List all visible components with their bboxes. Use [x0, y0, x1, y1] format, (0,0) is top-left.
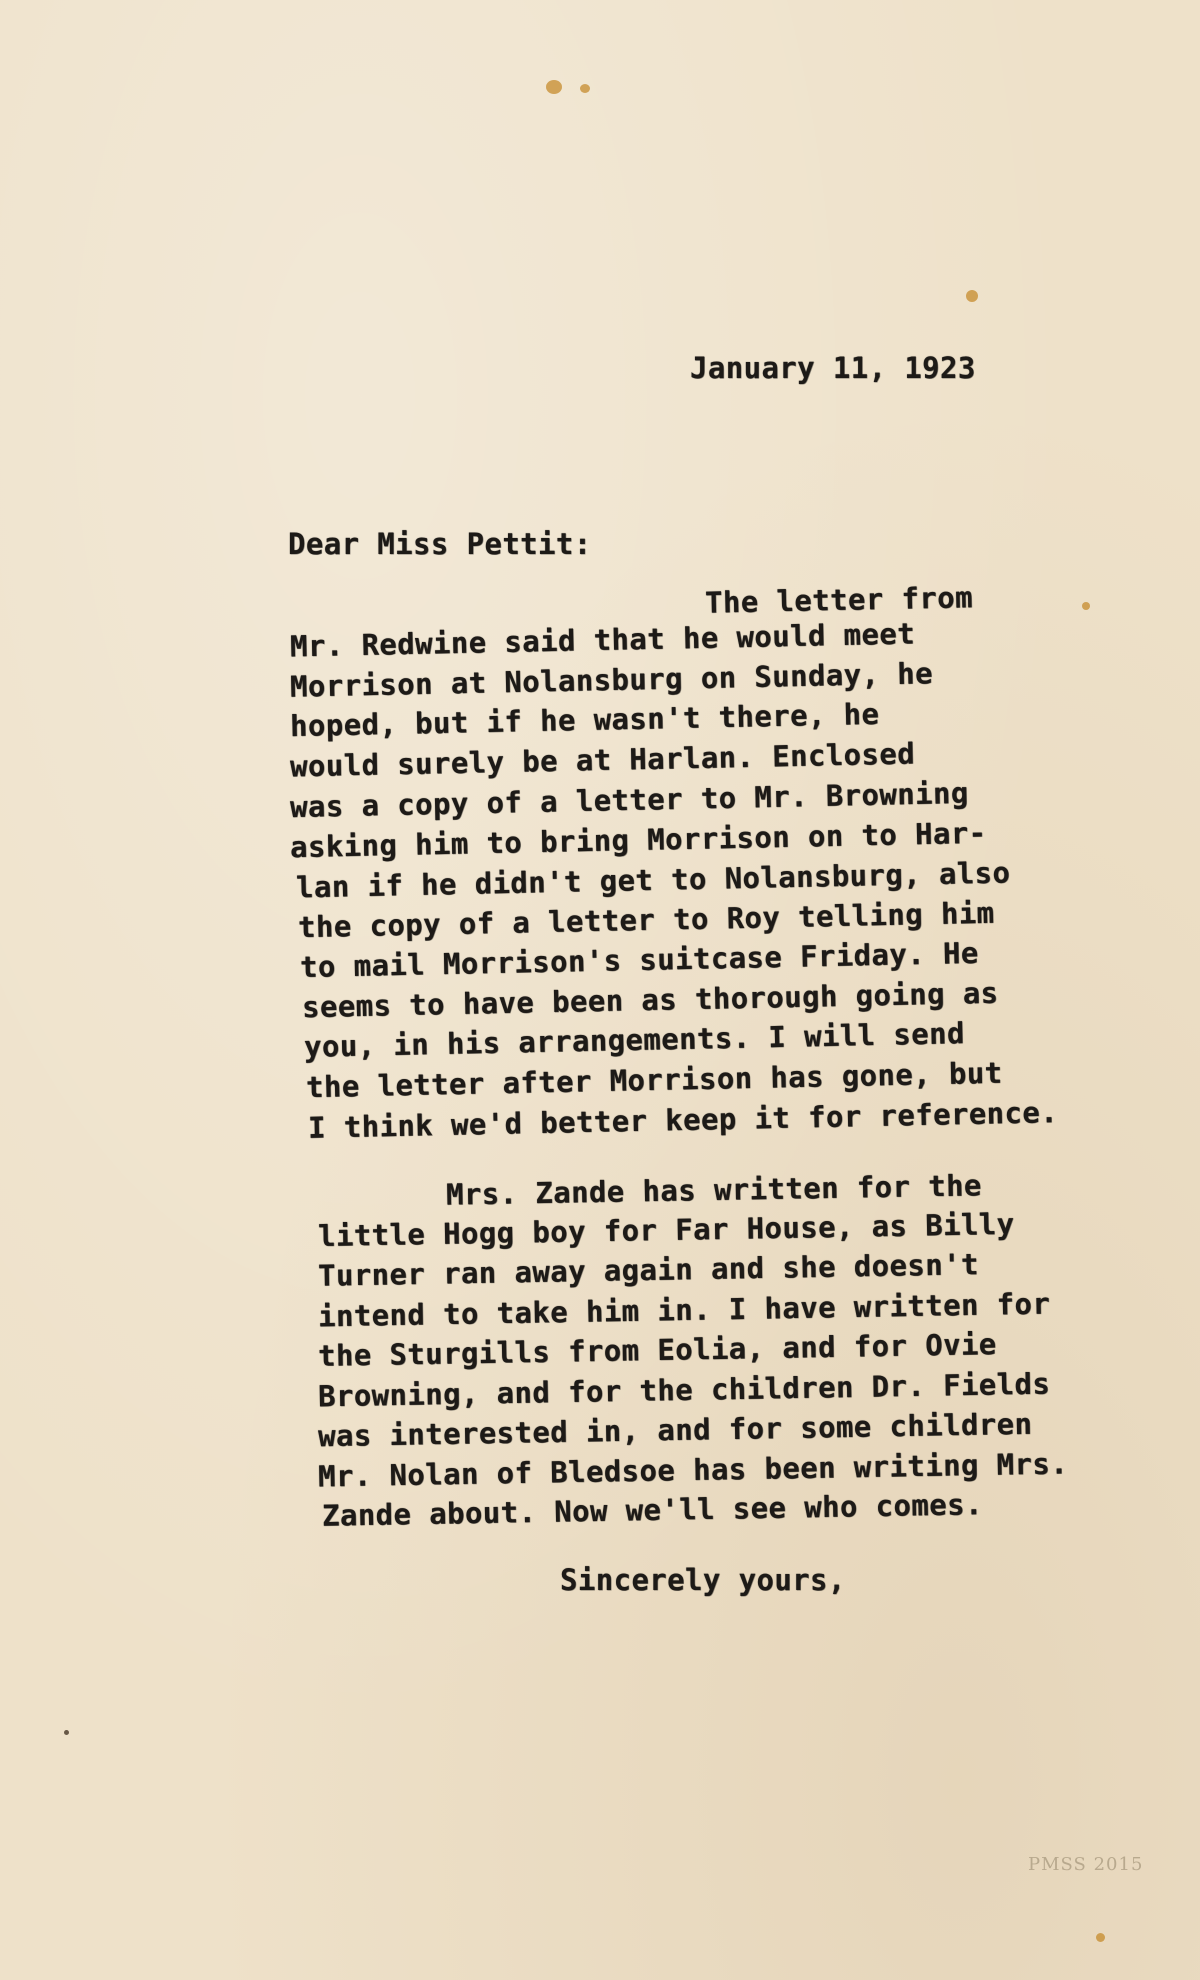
paragraph-line: Turner ran away again and she doesn't — [317, 1247, 980, 1293]
paragraph-line: lan if he didn't get to Nolansburg, also — [295, 855, 1011, 905]
paragraph-line: would surely be at Harlan. Enclosed — [289, 736, 916, 784]
letter-date: January 11, 1923 — [690, 351, 976, 385]
paragraph-line: Morrison at Nolansburg on Sunday, he — [289, 656, 934, 704]
closing: Sincerely yours, — [560, 1563, 846, 1597]
paragraph-line: little Hogg boy for Far House, as Billy — [317, 1206, 1015, 1254]
paragraph-line: The letter from — [704, 580, 974, 620]
paragraph-line: to mail Morrison's suitcase Friday. He — [299, 935, 979, 985]
paragraph-line: Mrs. Zande has written for the — [445, 1168, 983, 1212]
paragraph-line: asking him to bring Morrison on to Har- — [289, 815, 987, 865]
paragraph-line: Browning, and for the children Dr. Fields — [317, 1366, 1051, 1414]
paragraph-line: was interested in, and for some children — [317, 1406, 1033, 1454]
paragraph-line: intend to take him in. I have written for — [317, 1286, 1051, 1334]
paragraph-line: Zande about. Now we'll see who comes. — [321, 1487, 984, 1533]
paragraph-line: the copy of a letter to Roy telling him — [297, 895, 995, 945]
paper-speck — [1082, 602, 1090, 610]
salutation: Dear Miss Pettit: — [288, 527, 592, 561]
paragraph-line: was a copy of a letter to Mr. Browning — [289, 775, 969, 825]
paper-speck — [64, 1730, 69, 1735]
paragraph-line: Mr. Redwine said that he would meet — [289, 616, 916, 664]
paragraph-line: the Sturgills from Eolia, and for Ovie — [317, 1327, 997, 1373]
paragraph-line: hoped, but if he wasn't there, he — [289, 696, 880, 744]
archive-watermark: PMSS 2015 — [1028, 1854, 1144, 1875]
paragraph-line: the letter after Morrison has gone, but — [305, 1055, 1003, 1105]
paper-speck — [966, 290, 978, 302]
paragraph-line: you, in his arrangements. I will send — [303, 1016, 966, 1064]
paper-speck — [546, 80, 562, 94]
paragraph-line: Mr. Nolan of Bledsoe has been writing Mrs. — [317, 1446, 1069, 1494]
paper-speck — [580, 84, 590, 93]
paragraph-line: I think we'd better keep it for reference. — [307, 1095, 1059, 1145]
paper-speck — [1096, 1933, 1105, 1942]
paragraph-line: seems to have been as thorough going as — [301, 975, 999, 1025]
